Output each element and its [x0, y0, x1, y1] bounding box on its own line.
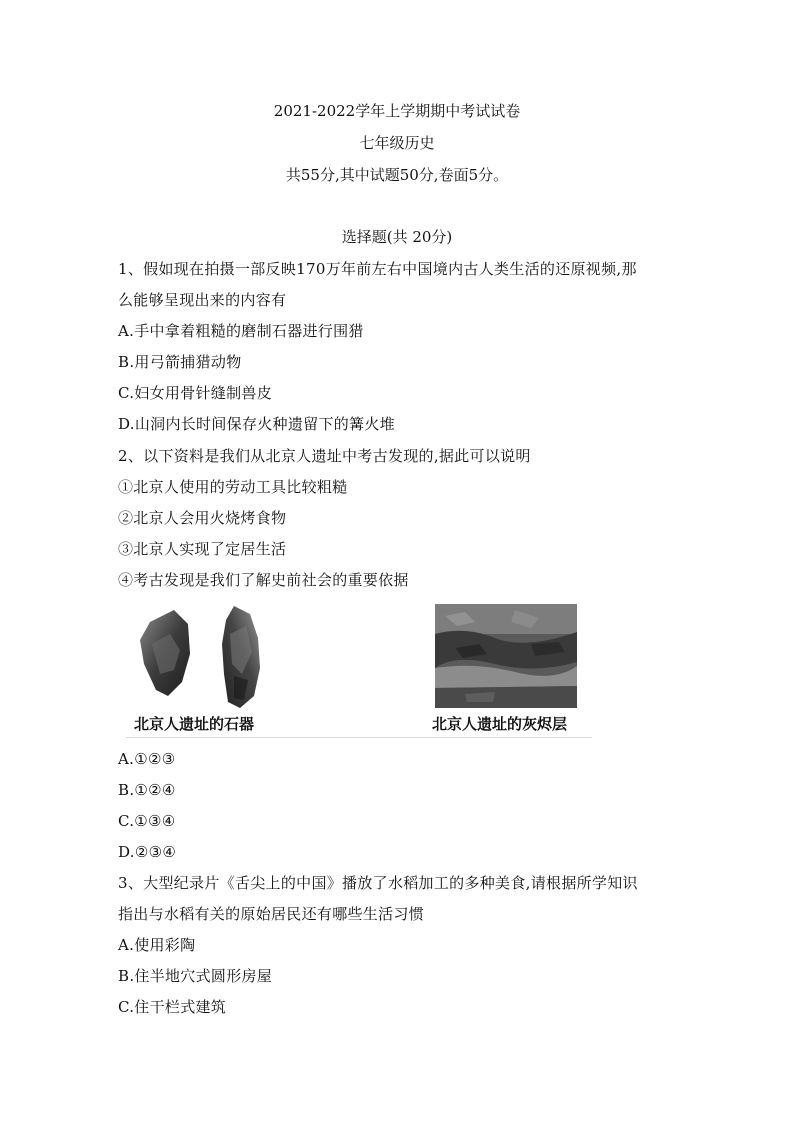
- question-2-statement-3: ③北京人实现了定居生活: [118, 540, 287, 558]
- question-2-option-c: C.①③④: [118, 812, 176, 830]
- question-1-option-a: A.手中拿着粗糙的磨制石器进行围猎: [118, 322, 364, 340]
- question-1-stem-line1: 1、假如现在拍摄一部反映170万年前左右中国境内古人类生活的还原视频,那: [118, 260, 637, 278]
- question-1-option-b: B.用弓箭捕猎动物: [118, 353, 242, 371]
- question-2-statement-1: ①北京人使用的劳动工具比较粗糙: [118, 478, 348, 496]
- section-title: 选择题(共 20分): [341, 228, 453, 246]
- question-3-stem-line2: 指出与水稻有关的原始居民还有哪些生活习惯: [118, 905, 425, 923]
- figure-caption-stone-tools: 北京人遗址的石器: [134, 715, 255, 733]
- question-3-option-c: C.住干栏式建筑: [118, 998, 227, 1016]
- figure-bottom-rule: [126, 737, 592, 738]
- question-1-stem-line2: 么能够呈现出来的内容有: [118, 291, 287, 309]
- question-2-statement-4: ④考古发现是我们了解史前社会的重要依据: [118, 571, 409, 589]
- question-3-stem-line1: 3、大型纪录片《舌尖上的中国》播放了水稻加工的多种美食,请根据所学知识: [118, 874, 638, 892]
- question-3-option-b: B.住半地穴式圆形房屋: [118, 967, 273, 985]
- score-note: 共55分,其中试题50分,卷面5分。: [285, 166, 509, 184]
- question-2-figure: [126, 600, 592, 738]
- question-1-option-c: C.妇女用骨针缝制兽皮: [118, 384, 273, 402]
- question-3-option-a: A.使用彩陶: [118, 936, 196, 954]
- stone-tools-photo: [130, 604, 280, 714]
- exam-title: 2021-2022学年上学期期中考试试卷: [273, 102, 521, 120]
- question-2-statement-2: ②北京人会用火烧烤食物: [118, 509, 287, 527]
- question-2-stem: 2、以下资料是我们从北京人遗址中考古发现的,据此可以说明: [118, 447, 531, 465]
- figure-caption-ash-layer: 北京人遗址的灰烬层: [432, 715, 568, 733]
- question-1-option-d: D.山洞内长时间保存火种遗留下的篝火堆: [118, 415, 395, 433]
- ash-layer-photo: [435, 604, 577, 708]
- exam-subject: 七年级历史: [359, 134, 435, 152]
- question-2-option-b: B.①②④: [118, 781, 176, 799]
- question-2-option-a: A.①②③: [118, 750, 176, 768]
- question-2-option-d: D.②③④: [118, 843, 177, 861]
